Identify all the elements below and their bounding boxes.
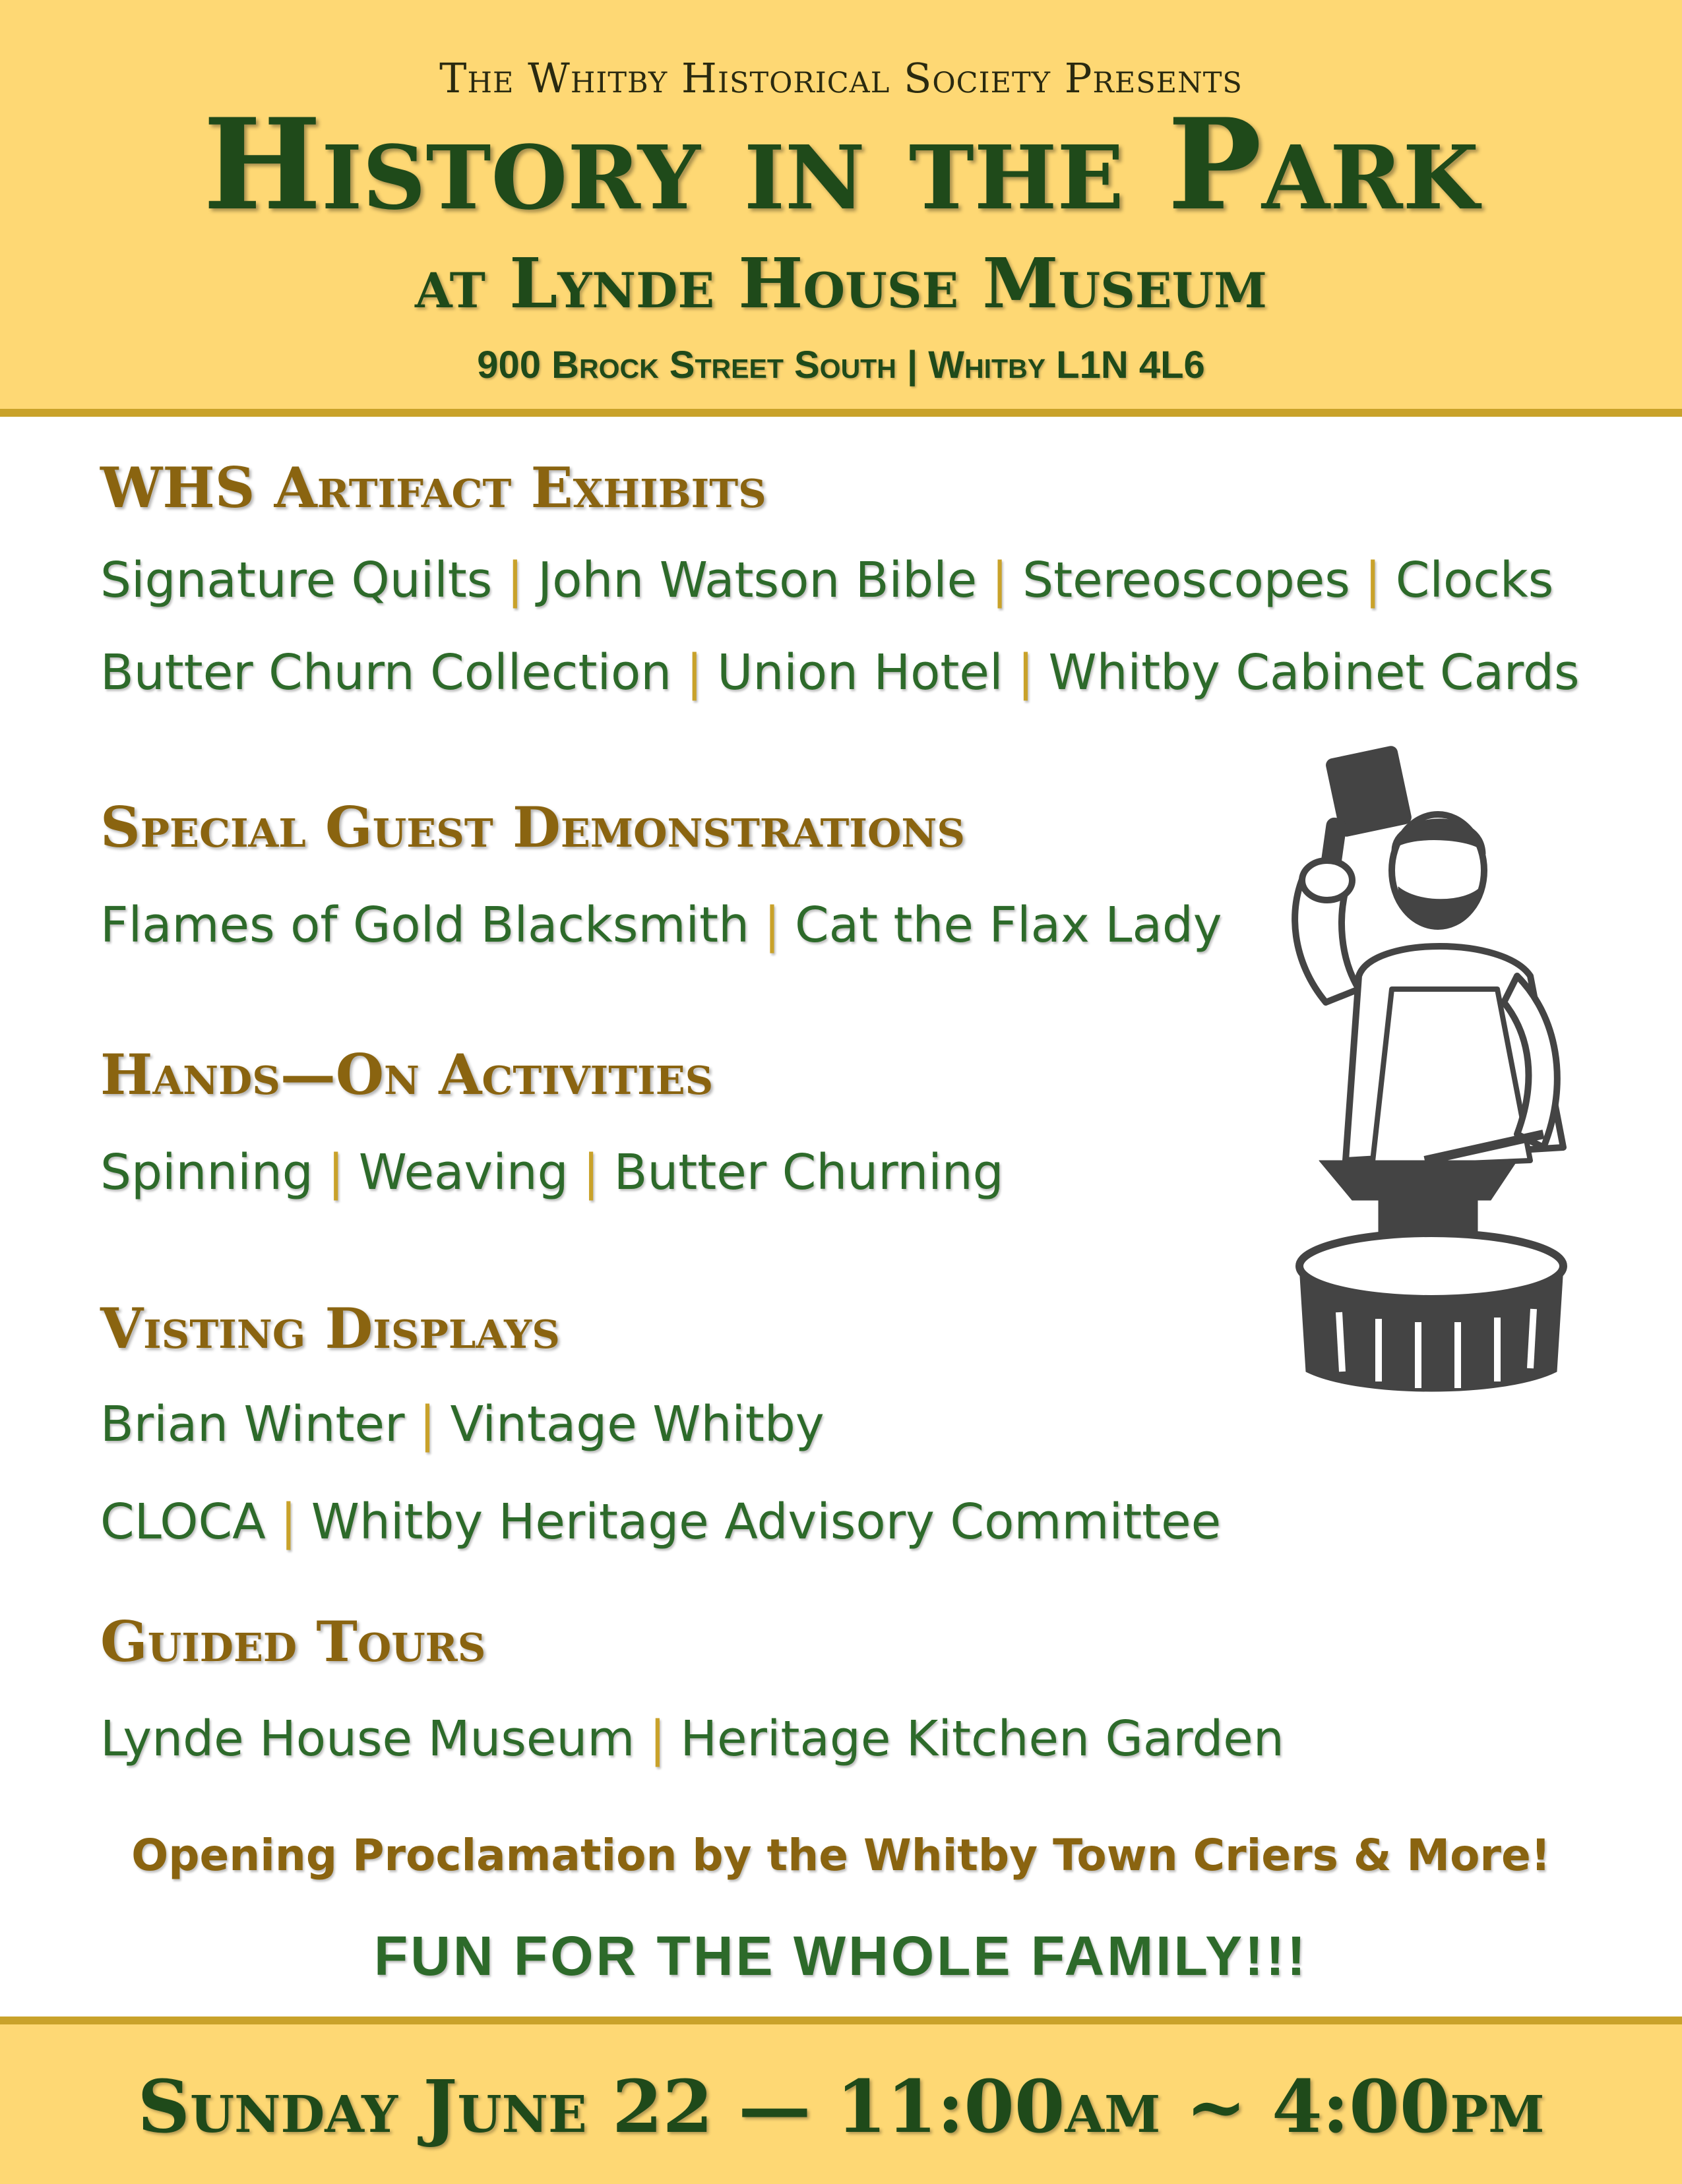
list-item: Whitby Heritage Advisory Committee bbox=[311, 1494, 1222, 1550]
list-item: Stereoscopes bbox=[1022, 552, 1350, 609]
section-heading-displays: Visting Displays bbox=[100, 1296, 560, 1361]
list-line bbox=[100, 1492, 1221, 1552]
list-line bbox=[100, 1143, 1004, 1202]
separator: | bbox=[507, 552, 524, 609]
list-item: Vintage Whitby bbox=[450, 1396, 825, 1453]
list-line bbox=[100, 1395, 825, 1454]
list-line bbox=[100, 1709, 1284, 1769]
footer-banner bbox=[0, 2017, 1682, 2184]
list-item: Weaving bbox=[358, 1144, 569, 1201]
list-line bbox=[100, 895, 1222, 955]
list-item: Clocks bbox=[1395, 552, 1554, 609]
venue-address: 900 Brock Street South | Whitby L1N 4L6 bbox=[477, 344, 1205, 386]
section-heading-tours: Guided Tours bbox=[100, 1609, 486, 1674]
header-banner bbox=[0, 0, 1682, 417]
list-line bbox=[100, 643, 1580, 702]
proclamation-text: Opening Proclamation by the Whitby Town Criers & More! bbox=[131, 1830, 1551, 1881]
presenter-line: The Whitby Historical Society Presents bbox=[439, 54, 1243, 102]
list-item: Heritage Kitchen Garden bbox=[680, 1711, 1284, 1767]
section-heading-demonstrations: Special Guest Demonstrations bbox=[100, 795, 965, 860]
separator: | bbox=[582, 1144, 600, 1201]
separator: | bbox=[327, 1144, 344, 1201]
list-item: Butter Churning bbox=[613, 1144, 1004, 1201]
separator: | bbox=[419, 1396, 436, 1453]
list-item: Whitby Cabinet Cards bbox=[1048, 644, 1580, 701]
separator: | bbox=[280, 1494, 297, 1550]
list-item: Spinning bbox=[100, 1144, 313, 1201]
tagline: FUN FOR THE WHOLE FAMILY!!! bbox=[373, 1925, 1309, 1987]
event-date-time: Sunday June 22 — 11:00am ~ 4:00pm bbox=[137, 2064, 1545, 2149]
blacksmith-icon bbox=[1280, 739, 1656, 1398]
list-item: Lynde House Museum bbox=[100, 1711, 635, 1767]
list-item: Union Hotel bbox=[717, 644, 1003, 701]
list-item: CLOCA bbox=[100, 1494, 266, 1550]
event-venue: at Lynde House Museum bbox=[415, 243, 1267, 324]
separator: | bbox=[686, 644, 703, 701]
separator: | bbox=[649, 1711, 666, 1767]
section-heading-activities: Hands—On Activities bbox=[100, 1042, 714, 1107]
list-item: John Watson Bible bbox=[538, 552, 978, 609]
list-item: Cat the Flax Lady bbox=[794, 897, 1222, 954]
list-item: Butter Churn Collection bbox=[100, 644, 672, 701]
separator: | bbox=[1017, 644, 1034, 701]
list-item: Brian Winter bbox=[100, 1396, 405, 1453]
separator: | bbox=[991, 552, 1009, 609]
event-title: History in the Park bbox=[202, 91, 1480, 238]
list-line bbox=[100, 551, 1553, 610]
separator: | bbox=[764, 897, 780, 954]
separator: | bbox=[1364, 552, 1381, 609]
list-item: Signature Quilts bbox=[100, 552, 493, 609]
list-item: Flames of Gold Blacksmith bbox=[100, 897, 750, 954]
section-heading-artifact-exhibits: WHS Artifact Exhibits bbox=[100, 455, 766, 520]
